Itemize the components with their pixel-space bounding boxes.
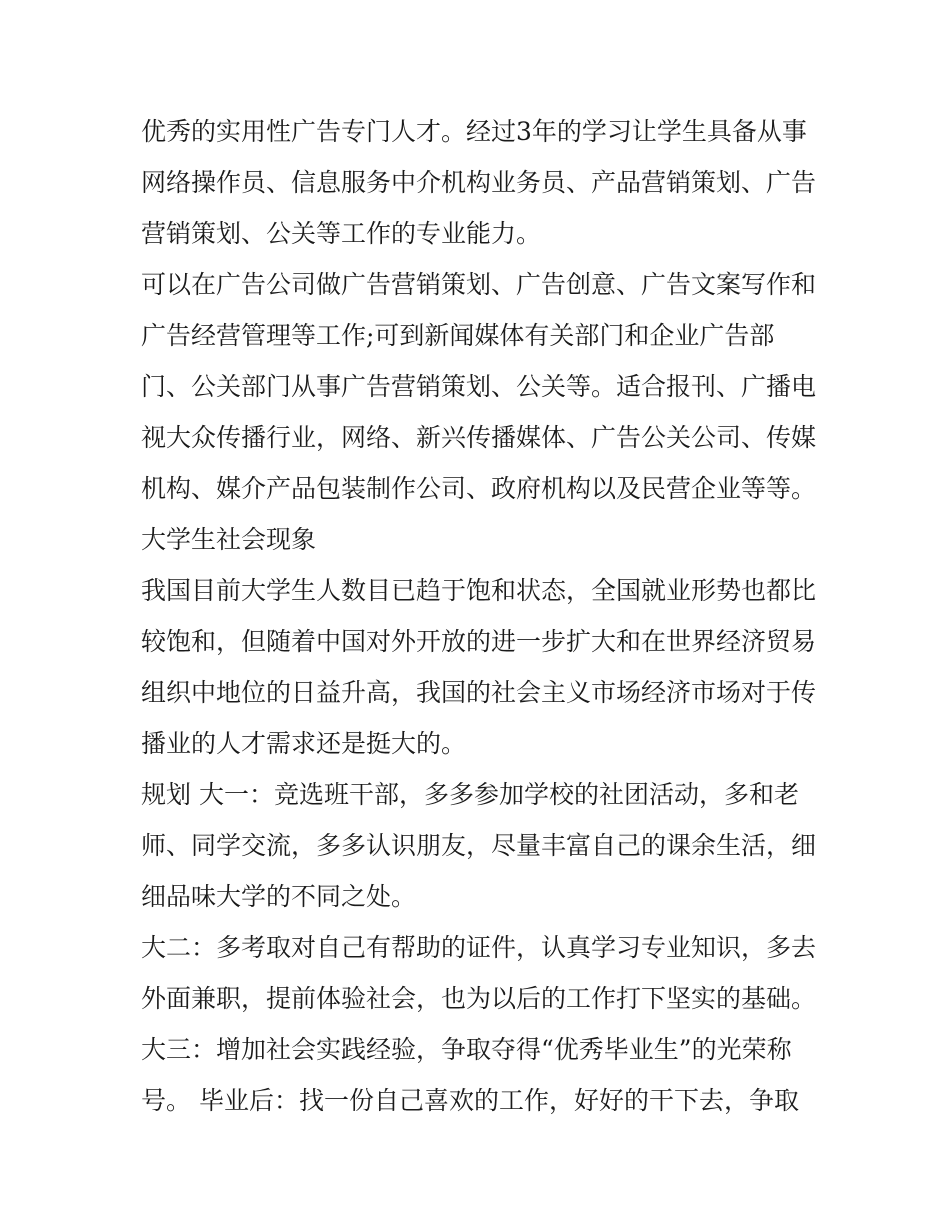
text-line: 大三：增加社会实践经验，争取夺得“优秀毕业生”的光荣称 <box>141 1035 792 1064</box>
text-line: 我国目前大学生人数目已趋于饱和状态，全国就业形势也都比 <box>141 576 817 605</box>
text-line: 门、公关部门从事广告营销策划、公关等。适合报刊、广播电 <box>141 372 817 401</box>
text-line: 视大众传播行业，网络、新兴传播媒体、广告公关公司、传媒 <box>141 423 817 452</box>
document-body <box>141 106 821 1126</box>
text-line: 较饱和，但随着中国对外开放的进一步扩大和在世界经济贸易 <box>141 627 817 656</box>
section-heading: 大学生社会现象 <box>141 525 317 554</box>
text-line: 优秀的实用性广告专门人才。经过3年的学习让学生具备从事 <box>141 117 807 146</box>
text-line: 外面兼职，提前体验社会，也为以后的工作打下坚实的基础。 <box>141 984 817 1013</box>
text-line: 营销策划、公关等工作的专业能力。 <box>141 219 542 248</box>
text-line: 细品味大学的不同之处。 <box>141 882 417 911</box>
text-line: 号。 毕业后：找一份自己喜欢的工作，好好的干下去，争取 <box>141 1086 799 1115</box>
text-line: 广告经营管理等工作;可到新闻媒体有关部门和企业广告部 <box>141 321 775 350</box>
text-line: 师、同学交流，多多认识朋友，尽量丰富自己的课余生活，细 <box>141 831 817 860</box>
text-line: 网络操作员、信息服务中介机构业务员、产品营销策划、广告 <box>141 168 817 197</box>
text-line: 大二：多考取对自己有帮助的证件，认真学习专业知识，多去 <box>141 933 817 962</box>
text-line: 机构、媒介产品包装制作公司、政府机构以及民营企业等等。 <box>141 474 817 503</box>
text-line: 可以在广告公司做广告营销策划、广告创意、广告文案写作和 <box>141 270 817 299</box>
text-line: 播业的人才需求还是挺大的。 <box>141 729 467 758</box>
text-line: 规划 大一：竞选班干部，多多参加学校的社团活动，多和老 <box>141 780 799 809</box>
text-line: 组织中地位的日益升高，我国的社会主义市场经济市场对于传 <box>141 678 817 707</box>
